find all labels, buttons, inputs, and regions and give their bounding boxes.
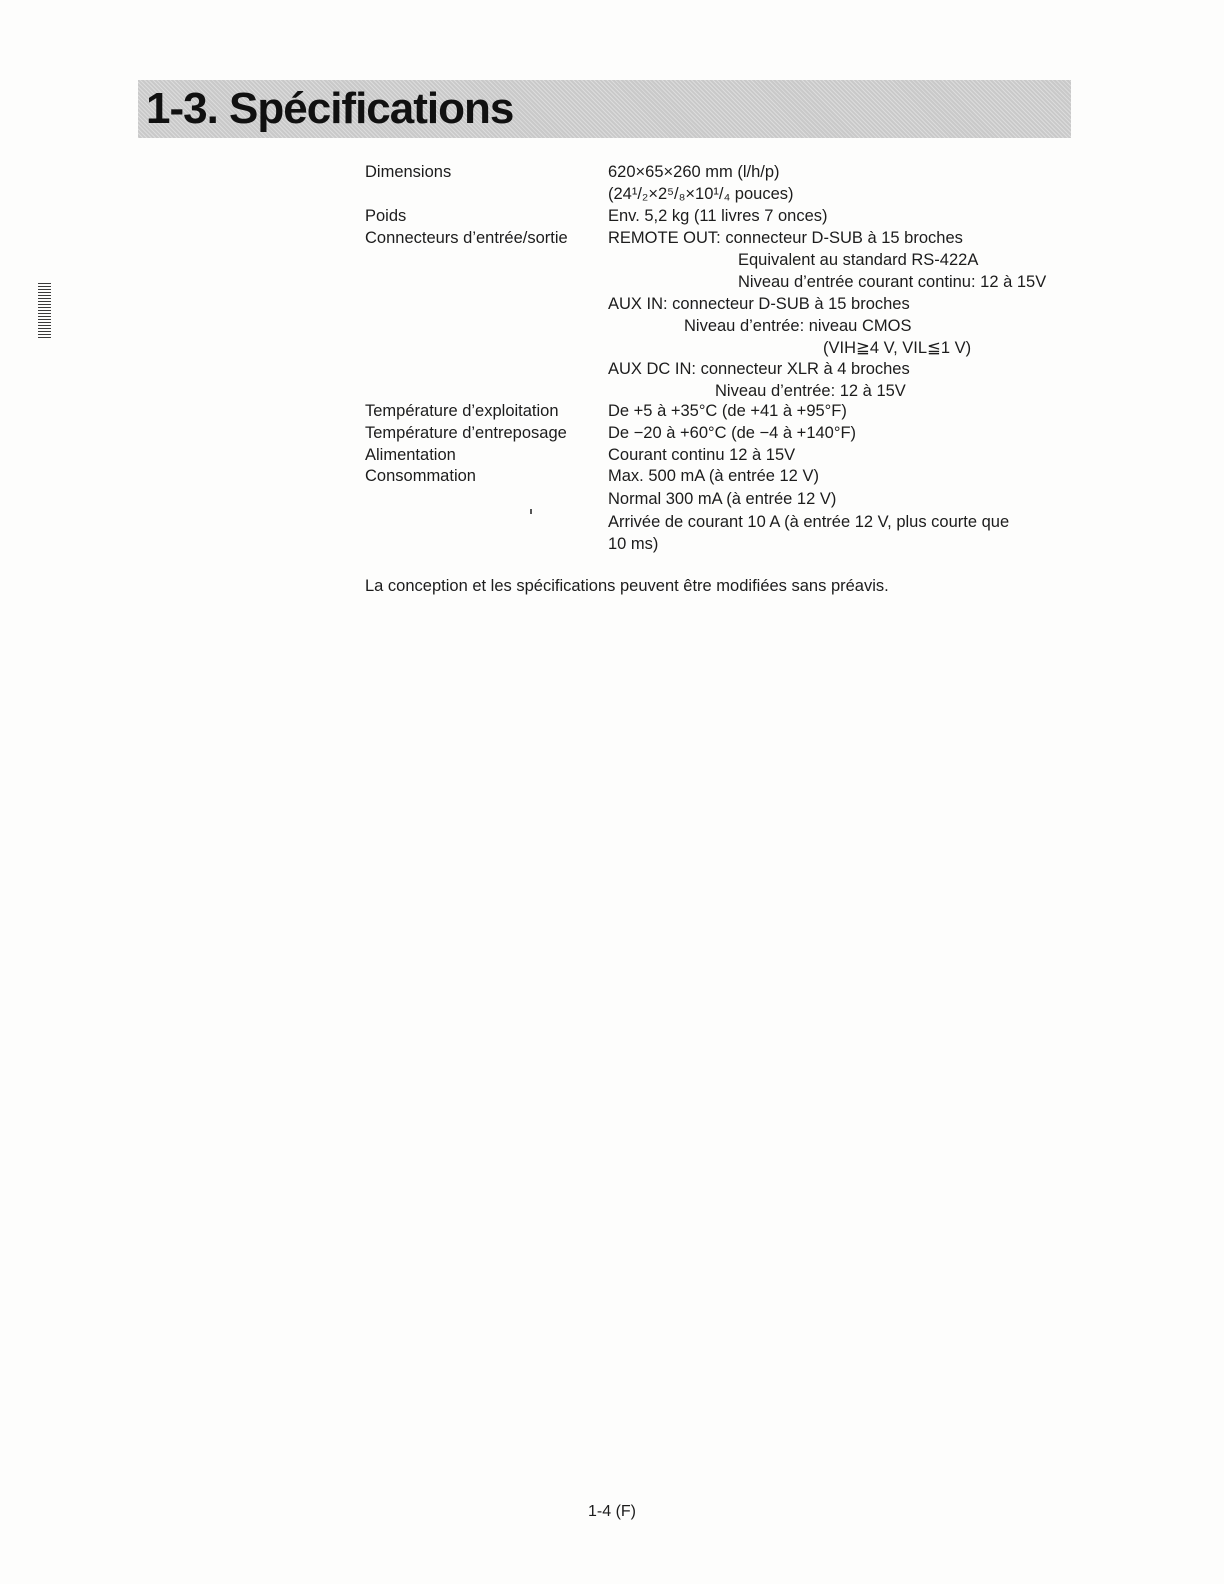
value-aux-in-level: Niveau d’entrée: niveau CMOS <box>684 317 912 335</box>
notice-text: La conception et les spécifications peuvent être modifiées sans préavis. <box>365 577 889 595</box>
label-consommation: Consommation <box>365 467 476 485</box>
value-aux-in: AUX IN: connecteur D-SUB à 15 broches <box>608 295 910 313</box>
value-poids: Env. 5,2 kg (11 livres 7 onces) <box>608 207 828 225</box>
label-poids: Poids <box>365 207 407 225</box>
value-temp-exploitation: De +5 à +35°C (de +41 à +95°F) <box>608 402 847 420</box>
value-conso-arrivee-line2: 10 ms) <box>608 535 659 553</box>
label-alimentation: Alimentation <box>365 446 456 464</box>
value-remote-out: REMOTE OUT: connecteur D-SUB à 15 broches <box>608 229 963 247</box>
scan-speck <box>530 509 532 514</box>
label-temp-exploitation: Température d’exploitation <box>365 402 559 420</box>
label-dimensions: Dimensions <box>365 163 452 181</box>
value-dimensions-in: (24¹/₂×2⁵/₈×10¹/₄ pouces) <box>608 185 794 203</box>
value-conso-max: Max. 500 mA (à entrée 12 V) <box>608 467 819 485</box>
value-dimensions-mm: 620×65×260 mm (l/h/p) <box>608 163 780 181</box>
label-connecteurs: Connecteurs d’entrée/sortie <box>365 229 568 247</box>
value-alimentation: Courant continu 12 à 15V <box>608 446 796 464</box>
value-aux-dc-in: AUX DC IN: connecteur XLR à 4 broches <box>608 360 910 378</box>
margin-barcode-mark <box>38 283 51 338</box>
label-temp-entreposage: Température d’entreposage <box>365 424 567 442</box>
value-aux-dc-in-level: Niveau d’entrée: 12 à 15V <box>715 382 906 400</box>
page-number: 1-4 (F) <box>588 1503 636 1520</box>
value-aux-in-cmos: (VIH≧4 V, VIL≦1 V) <box>823 339 972 357</box>
value-remote-out-level: Niveau d’entrée courant continu: 12 à 15V <box>738 273 1047 291</box>
value-conso-normal: Normal 300 mA (à entrée 12 V) <box>608 490 837 508</box>
value-temp-entreposage: De −20 à +60°C (de −4 à +140°F) <box>608 424 857 442</box>
value-remote-out-equiv: Equivalent au standard RS-422A <box>738 251 979 269</box>
value-conso-arrivee-line1: Arrivée de courant 10 A (à entrée 12 V, plus courte que <box>608 513 1010 531</box>
section-title: 1-3. Spécifications <box>146 84 514 133</box>
